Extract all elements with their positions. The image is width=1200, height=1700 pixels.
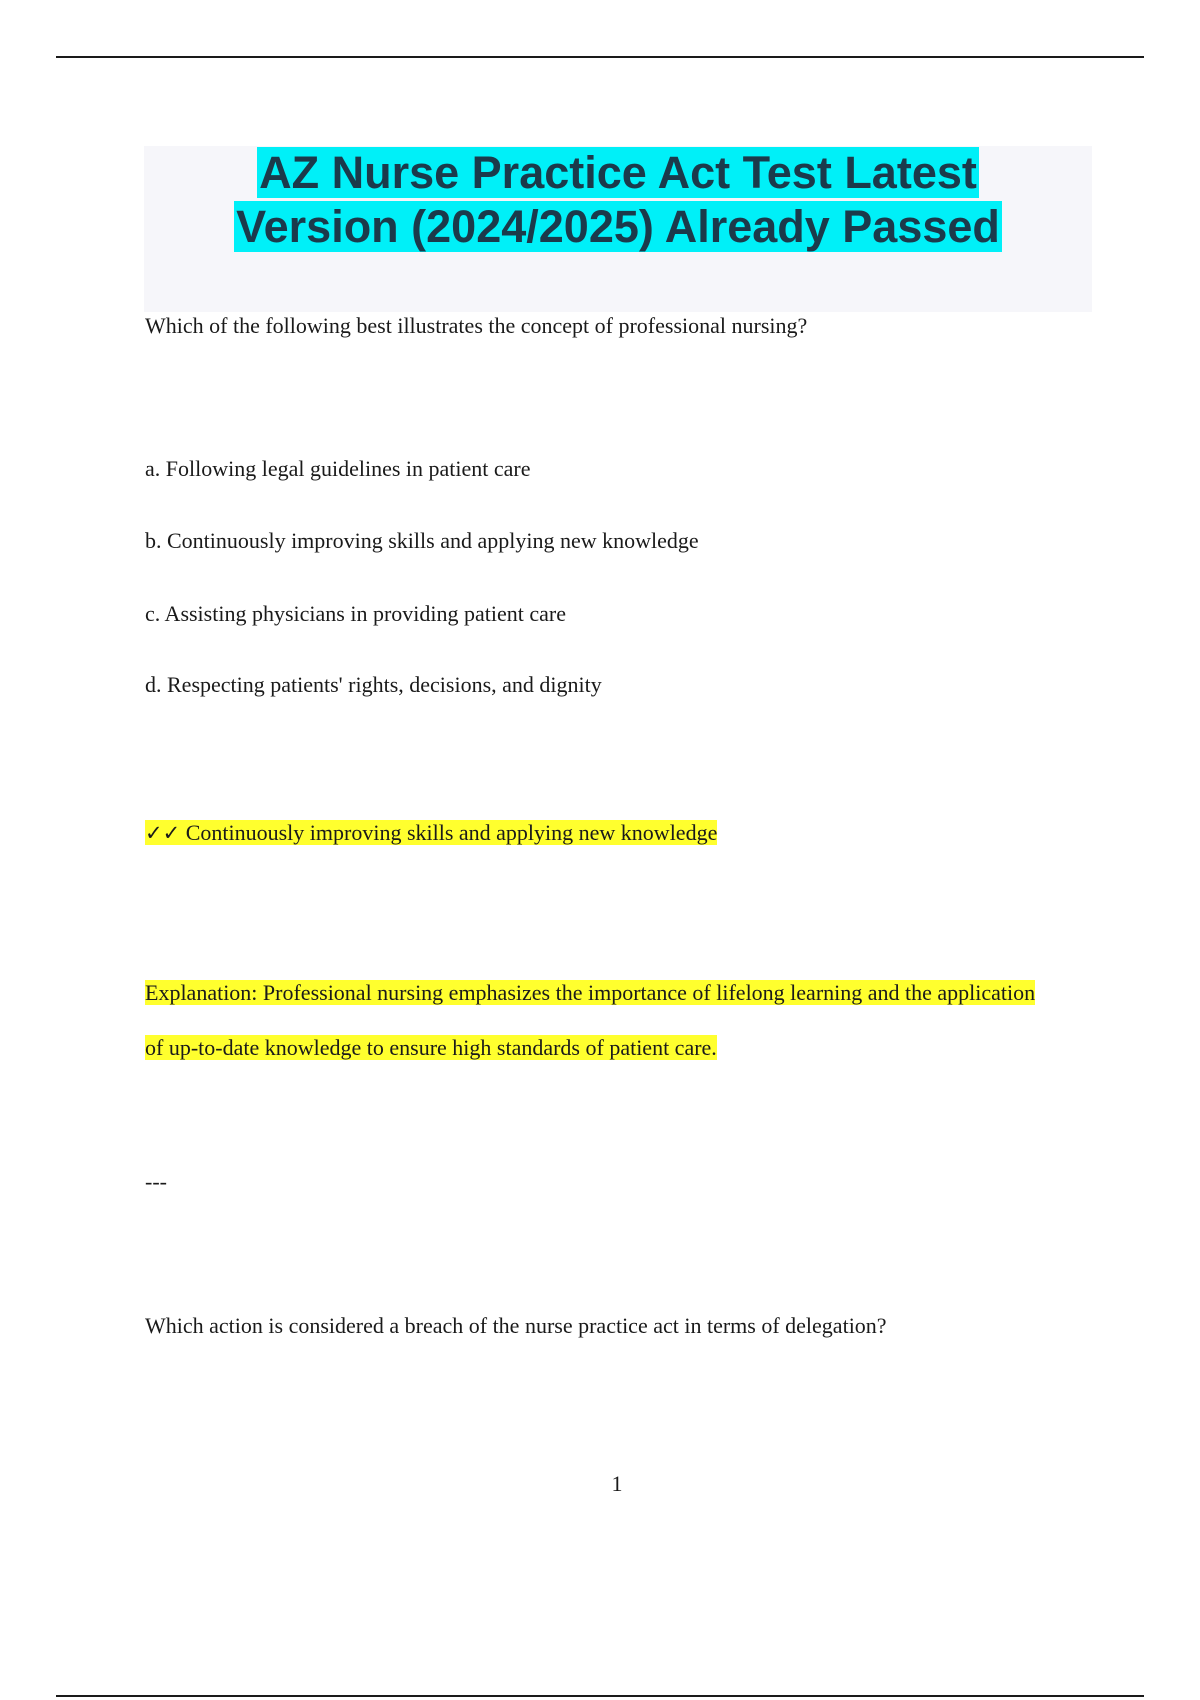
explanation-text: Explanation: Professional nursing emphasizes the importance of lifelong learning and the application of up-to-date knowledge to ensure high standards of patient care. — [145, 980, 1036, 1060]
question-1-answer — [145, 819, 717, 847]
question-1-option-b: b. Continuously improving skills and applying new knowledge — [145, 528, 699, 553]
question-1-option-a: a. Following legal guidelines in patient care — [145, 456, 531, 481]
title-line-1: AZ Nurse Practice Act Test Latest — [259, 147, 977, 198]
question-1-option-d: d. Respecting patients' rights, decisions, and dignity — [145, 672, 602, 697]
answer-text: Continuously improving skills and applying new knowledge — [185, 820, 718, 845]
title-line-2: Version (2024/2025) Already Passed — [236, 201, 1000, 252]
bottom-rule — [56, 1695, 1144, 1697]
top-rule — [56, 56, 1144, 58]
document-title — [144, 146, 1092, 254]
question-2-text: Which action is considered a breach of the nurse practice act in terms of delegation? — [145, 1313, 887, 1338]
question-1-explanation — [145, 965, 1045, 1075]
question-1-option-c: c. Assisting physicians in providing patient care — [145, 601, 566, 626]
page-number: 1 — [611, 1471, 623, 1496]
double-check-icon: ✓✓ — [145, 821, 181, 845]
question-1-text: Which of the following best illustrates the concept of professional nursing? — [145, 313, 808, 338]
section-separator: --- — [145, 1169, 167, 1194]
